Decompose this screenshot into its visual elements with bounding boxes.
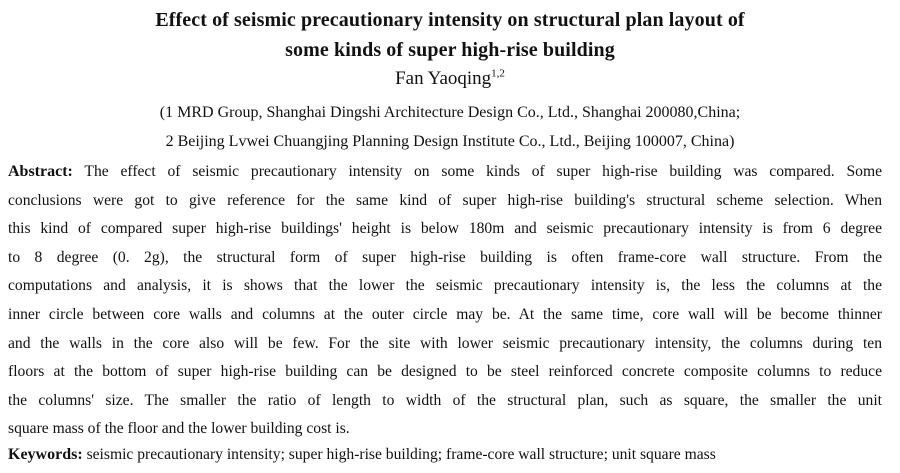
abstract-line: computations and analysis, it is shows that the lower the seismic precautionary intensity is, the less the columns at the — [8, 277, 882, 295]
abstract-section — [8, 158, 882, 444]
abstract-label: Abstract: — [8, 163, 73, 180]
abstract-line: and the walls in the core also will be few. For the site with lower seismic precautionary intensity, the columns during ten — [8, 334, 882, 352]
abstract-line: to 8 degree (0. 2g), the structural form of super high-rise building is often frame-core wall structure. From the — [8, 248, 882, 266]
author-affiliation-marks: 1,2 — [491, 67, 505, 80]
keywords-section — [8, 441, 882, 469]
author-line — [0, 67, 900, 91]
abstract-line: inner circle between core walls and columns at the outer circle may be. At the same time, core wall will be become thinner — [8, 305, 882, 323]
abstract-line: the columns' size. The smaller the ratio of length to width of the structural plan, such as square, the smaller the unit — [8, 391, 882, 409]
abstract-line: conclusions were got to give reference for the same kind of super high-rise building's structural scheme selection. When — [8, 191, 882, 209]
affiliation-line-1: (1 MRD Group, Shanghai Dingshi Architecture Design Co., Ltd., Shanghai 200080,China; — [159, 104, 741, 121]
abstract-line — [8, 158, 882, 187]
affiliation-line-2: 2 Beijing Lvwei Chuangjing Planning Design Institute Co., Ltd., Beijing 100007, China) — [165, 133, 735, 150]
abstract-line: this kind of compared super high-rise buildings' height is below 180m and seismic precautionary intensity is from 6 degree — [8, 220, 882, 238]
keywords-text: seismic precautionary intensity; super high-rise building; frame-core wall structure; unit square mass — [86, 446, 716, 463]
abstract-line: floors at the bottom of super high-rise building can be designed to be steel reinforced concrete composite columns to reduce — [8, 363, 882, 381]
abstract-text: The effect of seismic precautionary intensity on some kinds of super high-rise building was compared. Some — [84, 163, 882, 180]
abstract-line: square mass of the floor and the lower building cost is. — [8, 420, 350, 438]
paper-title-line-2: some kinds of super high-rise building — [285, 39, 615, 61]
keywords-label: Keywords: — [8, 446, 83, 463]
author-name: Fan Yaoqing — [395, 68, 492, 89]
paper-title-line-1: Effect of seismic precautionary intensity on structural plan layout of — [155, 9, 745, 31]
